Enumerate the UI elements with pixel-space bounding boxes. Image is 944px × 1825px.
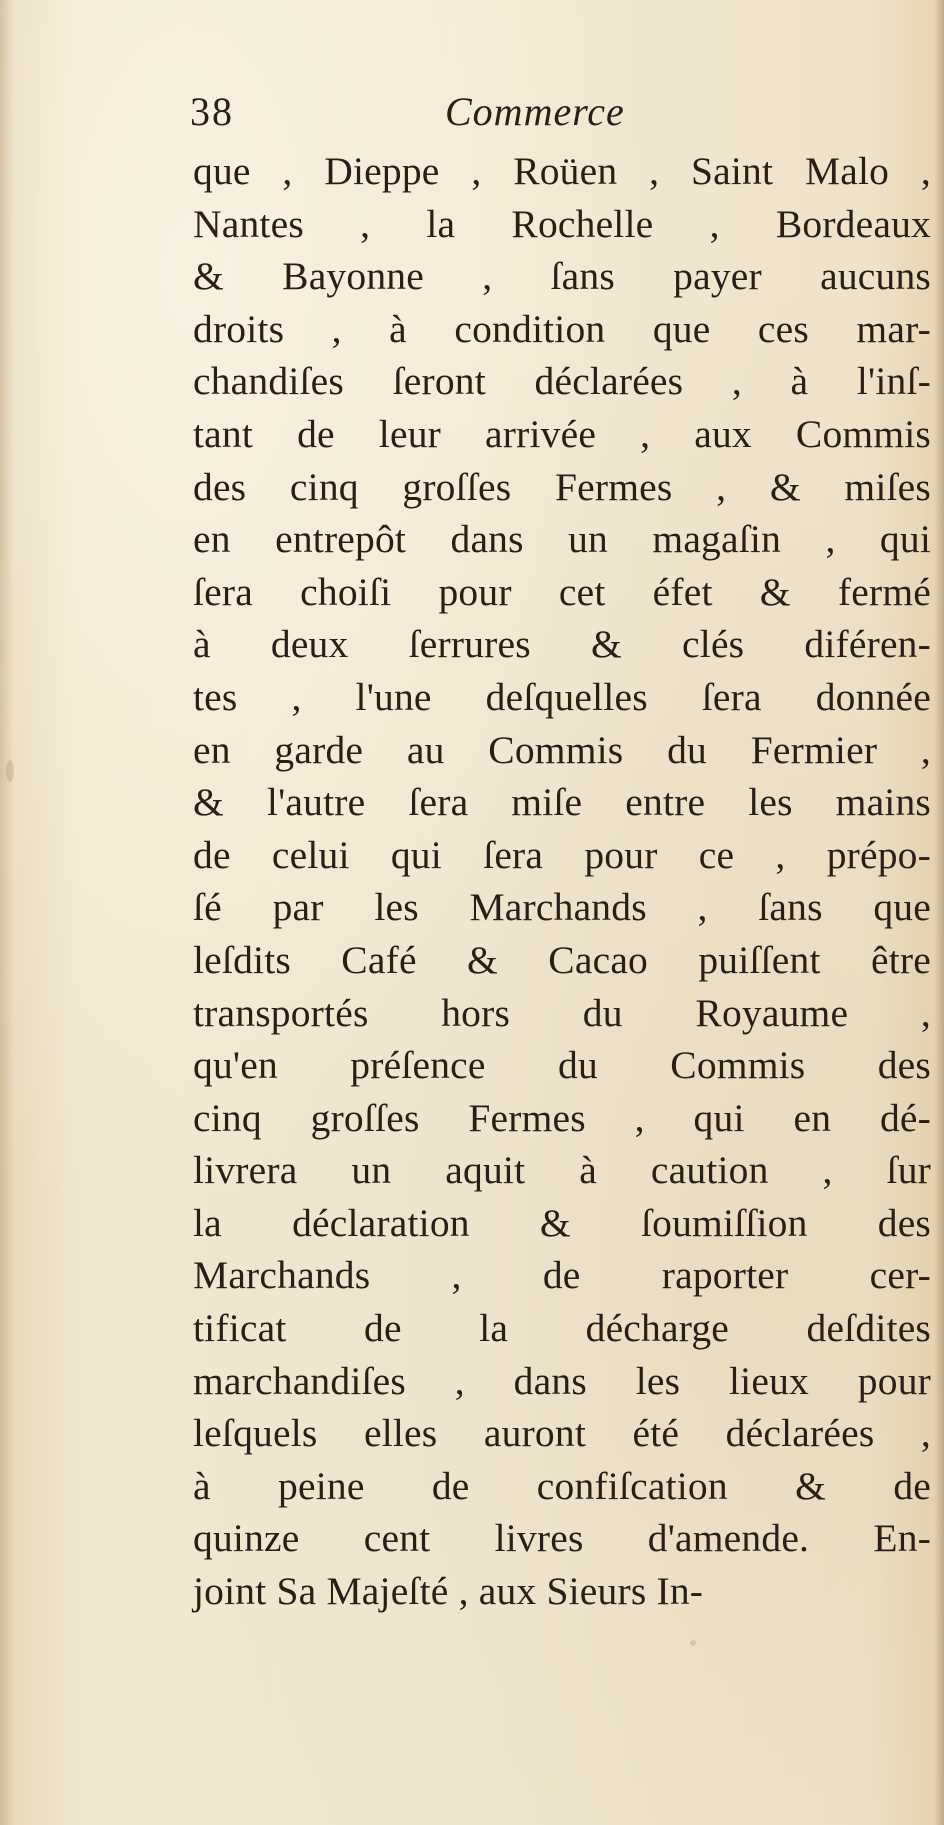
text-line: Marchands , de raporter cer- — [193, 1253, 931, 1298]
text-line: droits , à condition que ces mar- — [193, 306, 931, 351]
text-line: leſquels elles auront été déclarées , — [193, 1411, 931, 1456]
text-line: qu'en préſence du Commis des — [193, 1043, 931, 1088]
text-line: chandiſes ſeront déclarées , à l'inſ- — [193, 359, 931, 404]
body-text — [193, 145, 931, 1618]
text-line: tant de leur arrivée , aux Commis — [193, 411, 931, 456]
text-line: quinze cent livres d'amende. En- — [193, 1516, 931, 1561]
running-title: Commerce — [445, 89, 625, 134]
text-line: en entrepôt dans un magaſin , qui — [193, 517, 931, 562]
text-line: transportés hors du Royaume , — [193, 990, 931, 1035]
text-line: à peine de confiſcation & de — [193, 1463, 931, 1508]
text-line: marchandiſes , dans les lieux pour — [193, 1358, 931, 1403]
text-line: ſera choiſi pour cet éfet & fermé — [193, 569, 931, 614]
text-line: & l'autre ſera miſe entre les mains — [193, 780, 931, 825]
text-line: que , Dieppe , Roüen , Saint Malo , — [193, 149, 931, 193]
text-line: tificat de la décharge deſdites — [193, 1306, 931, 1351]
paper-stain — [6, 760, 14, 782]
text-line: la déclaration & ſoumiſſion des — [193, 1200, 931, 1245]
text-line: joint Sa Majeſté , aux Sieurs In- — [193, 1569, 704, 1614]
text-line: des cinq groſſes Fermes , & miſes — [193, 464, 931, 509]
page-gutter-shadow — [0, 0, 14, 1825]
text-line: & Bayonne , ſans payer aucuns — [193, 254, 931, 299]
text-line: livrera un aquit à caution , ſur — [193, 1148, 931, 1193]
text-line: tes , l'une deſquelles ſera donnée — [193, 674, 931, 719]
text-line: leſdits Café & Cacao puiſſent être — [193, 937, 931, 982]
text-line: Nantes , la Rochelle , Bordeaux — [193, 201, 931, 246]
page-edge-shadow — [934, 0, 944, 1825]
text-line: à deux ſerrures & clés diféren- — [193, 622, 931, 667]
text-line: ſé par les Marchands , ſans que — [193, 885, 931, 930]
page-header — [190, 88, 750, 140]
text-line: en garde au Commis du Fermier , — [193, 727, 931, 772]
text-line: de celui qui ſera pour ce , prépo- — [193, 832, 931, 877]
text-line: cinq groſſes Fermes , qui en dé- — [193, 1095, 931, 1140]
paper-stain — [690, 1640, 696, 1646]
page-number: 38 — [190, 89, 234, 134]
